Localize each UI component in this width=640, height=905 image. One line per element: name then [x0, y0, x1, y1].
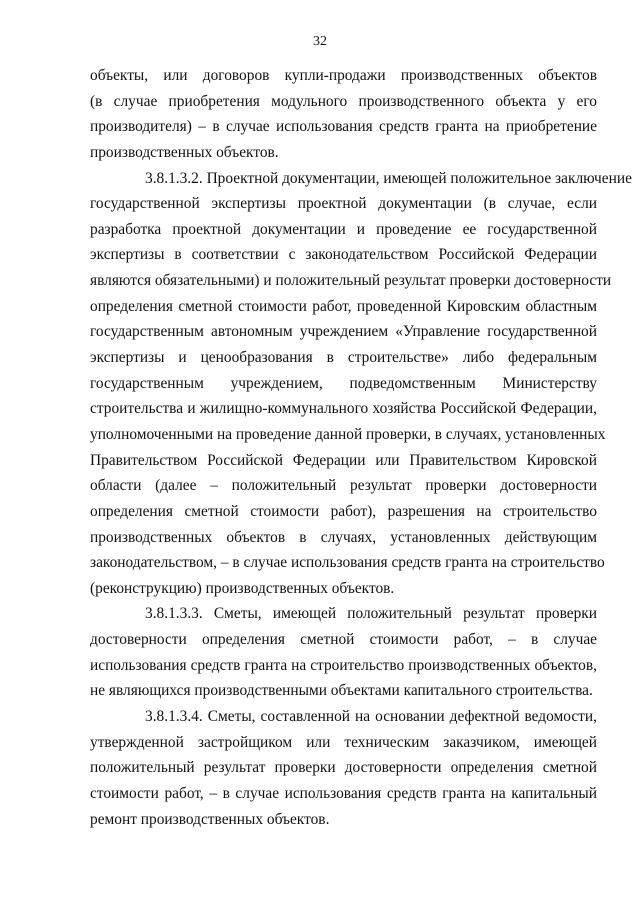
text-line: (реконструкцию) производственных объектов.	[90, 579, 395, 597]
text-line: не являющихся производственными объектами капитального строительства.	[90, 682, 593, 700]
text-line: 3.8.1.3.3. Сметы, имеющей положительный результат проверки	[145, 605, 597, 623]
text-line: использования средств гранта на строительство производственных объектов,	[90, 656, 597, 674]
text-line: (в случае приобретения модульного производственного объекта у его	[90, 92, 597, 110]
text-line: уполномоченными на проведение данной проверки, в случаях, установленных	[90, 425, 606, 443]
text-line: государственным автономным учреждением «Управление государственной	[90, 323, 597, 341]
text-line: строительства и жилищно-коммунального хозяйства Российской Федерации,	[90, 400, 597, 418]
document-body	[90, 63, 632, 832]
text-line: ремонт производственных объектов.	[90, 810, 330, 828]
text-line: экспертизы и ценообразования в строительстве» либо федеральным	[90, 349, 597, 367]
text-line: определения сметной стоимости работ, проведенной Кировским областным	[90, 297, 597, 315]
text-line: утвержденной застройщиком или техническим заказчиком, имеющей	[90, 733, 597, 751]
page-number: 32	[313, 34, 327, 49]
text-line: положительный результат проверки достоверности определения сметной	[90, 759, 597, 777]
text-line: Правительством Российской Федерации или Правительством Кировской	[90, 451, 597, 469]
text-line: 3.8.1.3.2. Проектной документации, имеющей положительное заключение	[145, 169, 632, 187]
text-line: производственных объектов в случаях, установленных действующим	[90, 528, 597, 546]
text-line: разработка проектной документации и проведение ее государственной	[90, 220, 597, 238]
text-line: государственной экспертизы проектной документации (в случае, если	[90, 195, 597, 213]
text-line: 3.8.1.3.4. Сметы, составленной на основании дефектной ведомости,	[145, 708, 597, 726]
text-line: законодательством, – в случае использования средств гранта на строительство	[90, 554, 605, 572]
text-line: являются обязательными) и положительный результат проверки достоверности	[90, 272, 612, 290]
text-line: стоимости работ, – в случае использования средств гранта на капитальный	[90, 784, 597, 802]
text-line: определения сметной стоимости работ), разрешения на строительство	[90, 502, 597, 520]
text-line: производственных объектов.	[90, 143, 279, 161]
text-line: достоверности определения сметной стоимости работ, – в случае	[90, 631, 597, 649]
text-line: производителя) – в случае использования средств гранта на приобретение	[90, 118, 597, 136]
text-line: объекты, или договоров купли-продажи производственных объектов	[90, 67, 597, 84]
text-line: области (далее – положительный результат проверки достоверности	[90, 477, 597, 495]
text-line: государственным учреждением, подведомственным Министерству	[90, 374, 597, 392]
text-line: экспертизы в соответствии с законодательством Российской Федерации	[90, 246, 597, 264]
